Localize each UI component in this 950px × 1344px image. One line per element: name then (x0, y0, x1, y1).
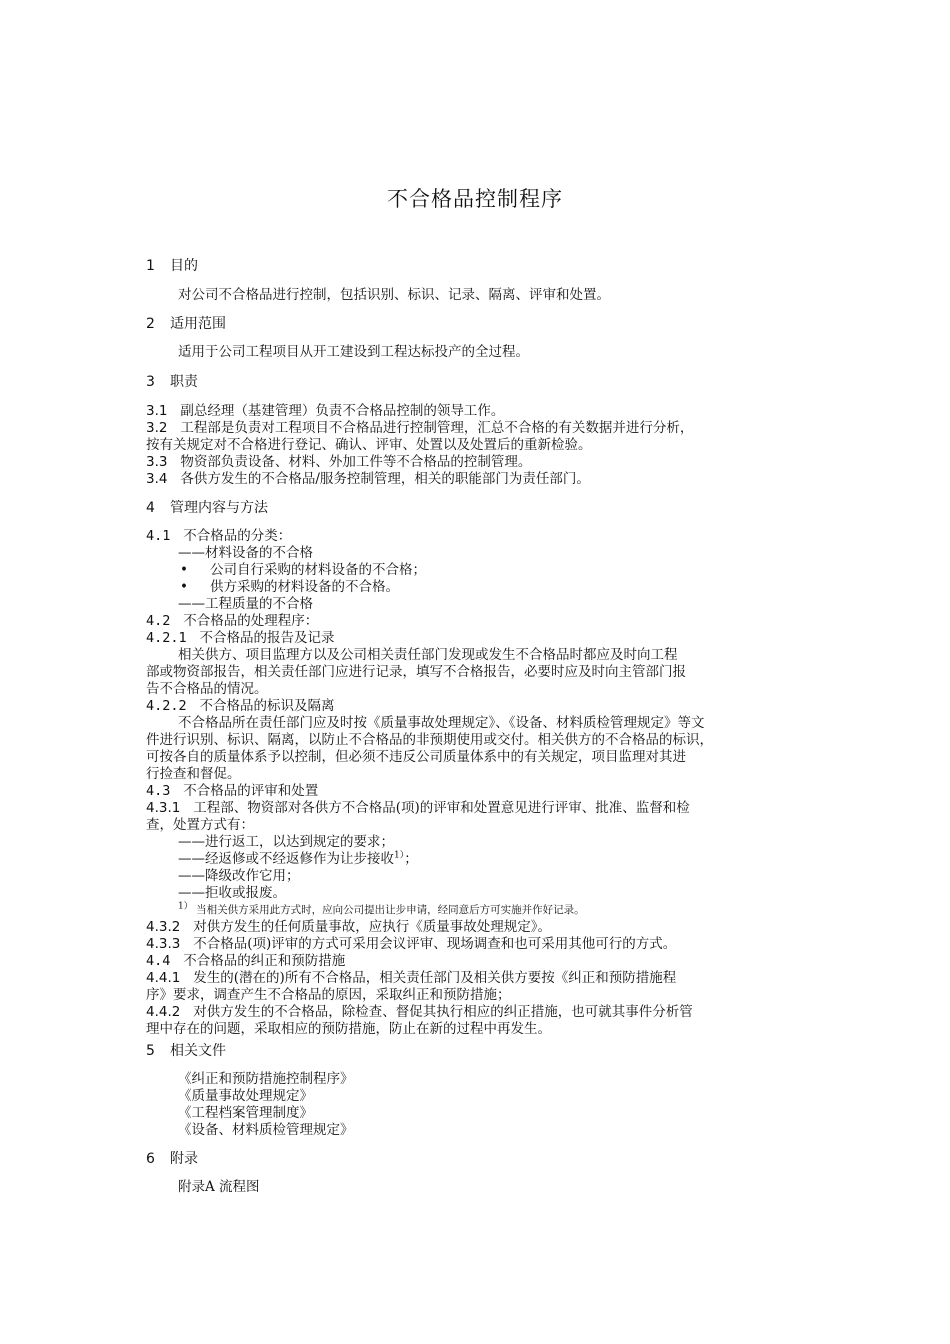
item-4-3-3: 4.3.3 不合格品(项)评审的方式可采用会议评审、现场调查和也可采用其他可行的方式。 (146, 936, 677, 952)
document-title: 不合格品控制程序 (387, 187, 563, 211)
subsection-4-3-heading: 4.3 不合格品的评审和处置 (146, 783, 319, 799)
bullet-item: • 公司自行采购的材料设备的不合格； (180, 562, 426, 578)
item-3-1: 3.1 副总经理（基建管理）负责不合格品控制的领导工作。 (146, 403, 505, 419)
item-3-4: 3.4 各供方发生的不合格品/服务控制管理，相关的职能部门为责任部门。 (146, 471, 590, 487)
category-construction: ——工程质量的不合格 (178, 596, 313, 612)
section-number: 6 (146, 1151, 155, 1167)
section-6-heading: 6 附录 (146, 1151, 198, 1167)
section-number: 5 (146, 1043, 155, 1059)
section-2-text: 适用于公司工程项目从开工建设到工程达标投产的全过程。 (178, 344, 529, 360)
item-3-3: 3.3 物资部负责设备、材料、外加工件等不合格品的控制管理。 (146, 454, 532, 470)
section-number: 2 (146, 316, 155, 332)
appendix-text: 附录A 流程图 (178, 1179, 260, 1195)
related-document: 《设备、材料质检管理规定》 (178, 1122, 354, 1138)
category-materials: ——材料设备的不合格 (178, 545, 313, 561)
paragraph-line: 查，处置方式有： (146, 817, 254, 833)
subsection-4-1-heading: 4.1 不合格品的分类： (146, 528, 292, 544)
section-3-heading: 3 职责 (146, 374, 198, 390)
item-4-3-1: 4.3.1 工程部、物资部对各供方不合格品(项)的评审和处置意见进行评审、批准、监督和检 (146, 800, 690, 816)
footnote-ref: 1） (394, 850, 405, 861)
section-number: 1 (146, 258, 155, 274)
subsection-4-2-2-heading: 4.2.2 不合格品的标识及隔离 (146, 698, 335, 714)
option-reject: ——拒收或报废。 (178, 885, 286, 901)
paragraph-line: 序》要求，调查产生不合格品的原因，采取纠正和预防措施； (146, 987, 511, 1003)
option-concession: ——经返修或不经返修作为让步接收$^{1)}$； (178, 850, 418, 867)
item-4-4-2: 4.4.2 对供方发生的不合格品，除检查、督促其执行相应的纠正措施，也可就其事件分析管 (146, 1004, 693, 1020)
item-4-3-2: 4.3.2 对供方发生的任何质量事故，应执行《质量事故处理规定》。 (146, 919, 551, 935)
section-number: 3 (146, 374, 155, 390)
section-1-text: 对公司不合格品进行控制，包括识别、标识、记录、隔离、评审和处置。 (178, 287, 610, 303)
paragraph-line: 部或物资部报告，相关责任部门应进行记录，填写不合格报告，必要时应及时向主管部门报 (146, 664, 686, 680)
section-3-body (146, 403, 816, 488)
related-document: 《工程档案管理制度》 (178, 1105, 313, 1121)
paragraph-line: 件进行识别、标识、隔离，以防止不合格品的非预期使用或交付。相关供方的不合格品的标识， (146, 732, 713, 748)
option-rework: ——进行返工，以达到规定的要求； (178, 834, 394, 850)
paragraph-line: 不合格品所在责任部门应及时按《质量事故处理规定》、《设备、材料质检管理规定》等文 (178, 715, 705, 731)
section-4-body (146, 528, 816, 1038)
subsection-4-2-heading: 4.2 不合格品的处理程序： (146, 613, 319, 629)
item-4-4-1: 4.4.1 发生的(潜在的)所有不合格品，相关责任部门及相关供方要按《纠正和预防措施程 (146, 970, 677, 986)
footnote: $^{1)}$ 当相关供方采用此方式时，应向公司提出让步申请，经同意后方可实施并作好记录。 (178, 901, 585, 916)
item-3-2: 3.2 工程部是负责对工程项目不合格品进行控制管理，汇总不合格的有关数据并进行分析， (146, 420, 694, 436)
subsection-4-4-heading: 4.4 不合格品的纠正和预防措施 (146, 953, 346, 969)
section-1-heading: 1 目的 (146, 258, 198, 274)
paragraph-line: 行捡查和督促。 (146, 766, 241, 782)
related-document: 《纠正和预防措施控制程序》 (178, 1071, 354, 1087)
section-number: 4 (146, 500, 155, 516)
bullet-item: • 供方采购的材料设备的不合格。 (180, 579, 399, 595)
paragraph-line: 理中存在的问题，采取相应的预防措施，防止在新的过程中再发生。 (146, 1021, 551, 1037)
item-3-2-cont: 按有关规定对不合格进行登记、确认、评审、处置以及处置后的重新检验。 (146, 437, 592, 453)
related-documents-list (178, 1071, 354, 1139)
section-5-heading: 5 相关文件 (146, 1043, 226, 1059)
paragraph-line: 可按各自的质量体系予以控制，但必须不违反公司质量体系中的有关规定，项目监理对其进 (146, 749, 686, 765)
paragraph-line: 相关供方、项目监理方以及公司相关责任部门发现或发生不合格品时都应及时向工程 (178, 647, 678, 663)
option-downgrade: ——降级改作它用； (178, 868, 300, 884)
paragraph-line: 告不合格品的情况。 (146, 681, 268, 697)
subsection-4-2-1-heading: 4.2.1 不合格品的报告及记录 (146, 630, 335, 646)
section-4-heading: 4 管理内容与方法 (146, 500, 268, 516)
section-2-heading: 2 适用范围 (146, 316, 226, 332)
related-document: 《质量事故处理规定》 (178, 1088, 313, 1104)
